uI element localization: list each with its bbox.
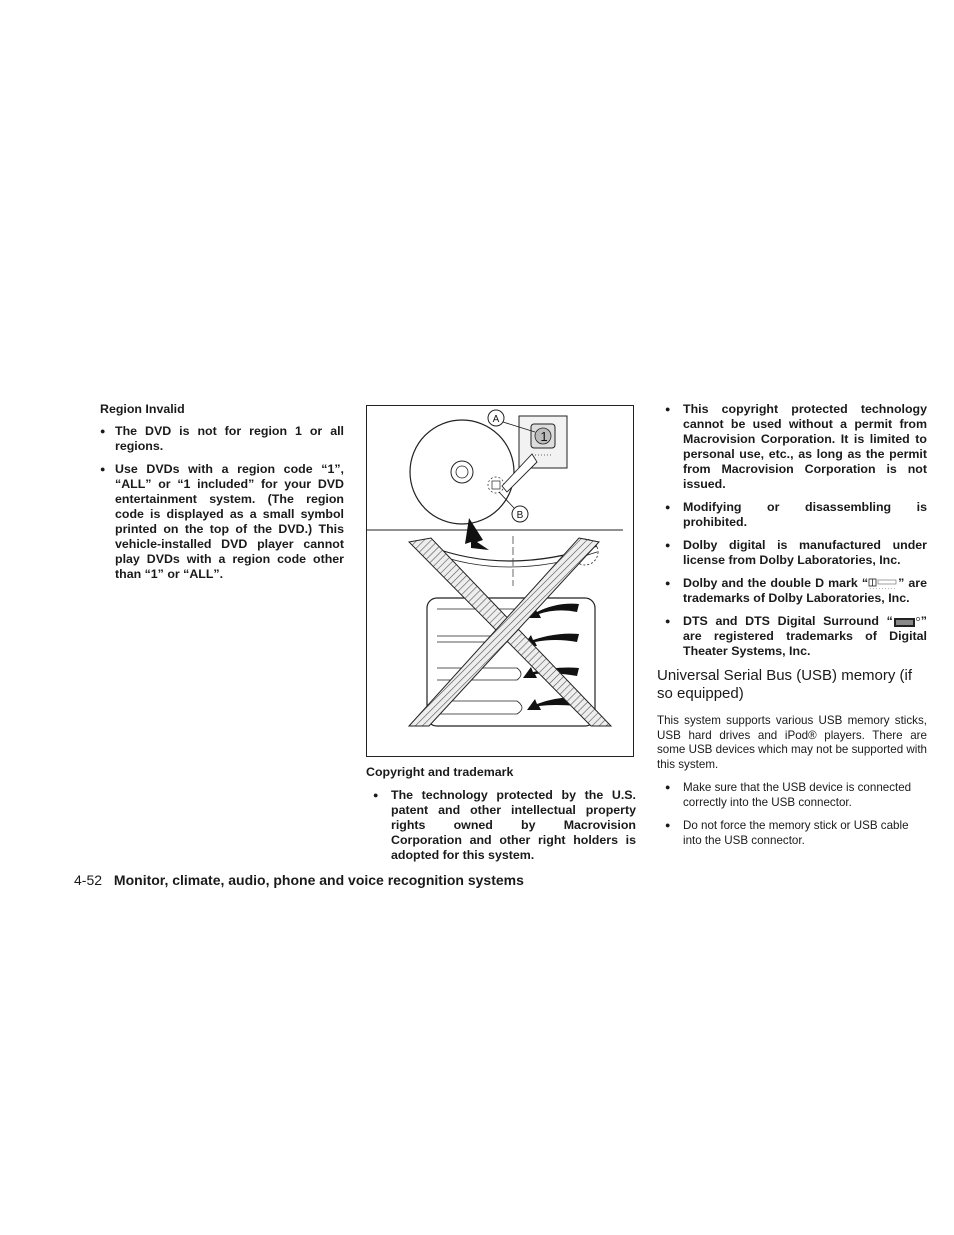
trademark-bullet-list [657,402,927,659]
left-column [100,402,344,590]
list-item: ● Make sure that the USB device is connected correctly into the USB connector. [657,780,927,810]
page-number: 4-52 [74,872,103,888]
figure-caption: Copyright and trademark [366,765,514,779]
region-invalid-heading: Region Invalid [100,402,185,416]
usb-bullet-list [657,780,927,848]
footer-section-title: Monitor, climate, audio, phone and voice recognition systems [113,872,524,888]
list-item [657,614,927,659]
list-item: ● Dolby digital is manufactured under license from Dolby Laboratories, Inc. [657,538,927,568]
dts-text-before: DTS and DTS Digital Surround “ [683,614,893,628]
page-footer [74,872,524,888]
region-code-label: 1 [540,429,548,444]
dolby-text-before: Dolby and the double D mark “ [683,576,869,590]
list-item: ● Use DVDs with a region code “1”, “ALL” or “1 included” for your DVD entertainment system. (The region code is displayed as a small symbol printed on the top of the DVD.) This vehicle-installed DVD player cannot play DVDs with a region code other than “1” or “ALL”. [100,462,344,582]
list-item: ● The technology protected by the U.S. patent and other intellectual property rights owned by Macrovision Corporation and other right holders is adopted for this system. [366,788,636,863]
dts-text-after: ” are registered trademarks of Digital Theater Systems, Inc. [683,614,927,658]
usb-section-title: Universal Serial Bus (USB) memory (if so equipped) [657,667,913,702]
copyright-bullet-list [366,788,636,863]
dts-logo-icon [893,616,921,628]
label-b: B [516,510,524,521]
dvd-diagram-illustration [367,406,635,758]
dolby-text-after: ” are trademarks of Dolby Laboratories, Inc. [683,576,928,605]
region-bullet-list [100,424,344,582]
right-column [657,402,927,856]
label-a: A [492,414,500,425]
middle-column [366,405,636,871]
dvd-region-figure [366,405,634,757]
list-item: ● This copyright protected technology cannot be used without a permit from Macrovision Corporation. It is limited to personal use, etc., as long as the permit from Macrovision Corporation is not issued. [657,402,927,492]
usb-paragraph: This system supports various USB memory sticks, USB hard drives and iPod® players. There are some USB devices which may not be supported with this system. [657,714,928,771]
dolby-digital-logo-icon [868,578,898,590]
list-item [657,576,927,606]
list-item: ● Do not force the memory stick or USB cable into the USB connector. [657,818,927,848]
list-item: ● Modifying or disassembling is prohibited. [657,500,927,530]
list-item: ● The DVD is not for region 1 or all regions. [100,424,344,454]
